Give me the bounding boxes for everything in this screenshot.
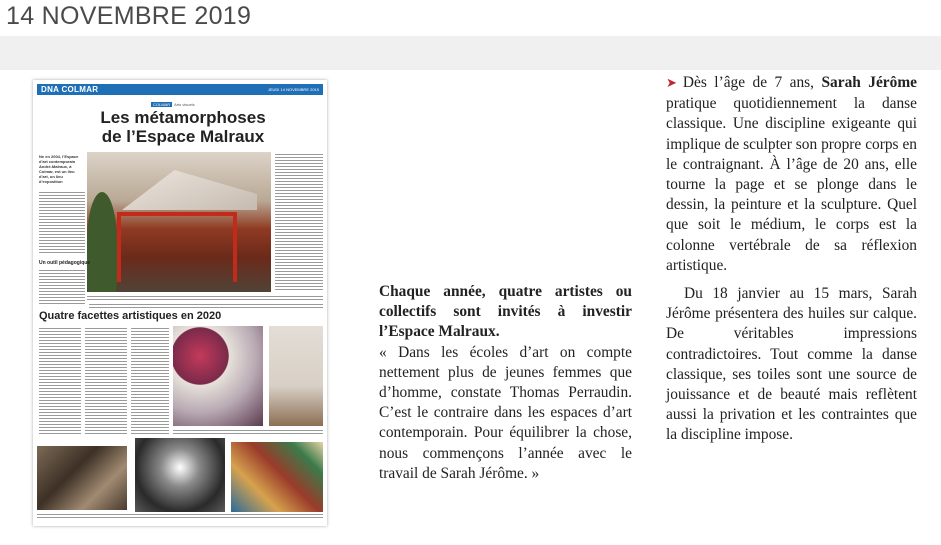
- text-column-placeholder: [131, 326, 169, 434]
- publication-name: DNA COLMAR: [41, 85, 99, 94]
- p1-rest: pratique quotidiennement la danse classique. Une discipline exigeante qui implique de sculpter son propre corps en le contraignant. À l’âge de 20 ans, elle tourne la page et se plonge dans le dessin, la peinture et la sculpture. Quel que soit le médium, le corps est la colonne vertébrale de sa réflexion artistique.: [666, 95, 917, 274]
- photo-caption-placeholder: [87, 294, 323, 300]
- photo-red-frame: [117, 212, 237, 282]
- middle-column: [379, 282, 632, 484]
- publication-bar: [37, 84, 323, 95]
- photo-caption-placeholder: [37, 512, 323, 520]
- article-title: [73, 108, 293, 146]
- artwork-photo-1: [173, 326, 263, 426]
- photo-caption-placeholder: [173, 428, 323, 436]
- title-line-1: Les métamorphoses: [100, 108, 266, 127]
- article-kicker: [151, 102, 195, 107]
- page-date: 14 NOVEMBRE 2019: [6, 2, 252, 30]
- text-column-placeholder: [39, 268, 85, 304]
- artwork-photo-2: [269, 326, 323, 426]
- artist-name: Sarah Jérôme: [821, 74, 917, 91]
- text-column-placeholder: [39, 190, 85, 254]
- building-photo: [87, 152, 271, 292]
- arrow-right-icon: ➤: [666, 76, 677, 91]
- photo-tree: [87, 192, 117, 292]
- kicker-tag: COLMAR: [153, 102, 171, 107]
- text-column-placeholder: [39, 326, 81, 434]
- middle-column-lead: Chaque année, quatre artistes ou collectifs sont invités à investir l’Espace Malraux.: [379, 283, 632, 341]
- right-column-paragraph-2: Du 18 janvier au 15 mars, Sarah Jérôme présentera des huiles sur calque. De véritables impressions contradictoires. Tout comme la danse classique, ses toiles sont une source de jouissance et de beauté mais reflètent aussi la privation et les contraintes que la discipline impose.: [666, 285, 917, 444]
- artwork-photo-4: [135, 438, 225, 512]
- newspaper-page-thumbnail: [33, 80, 327, 526]
- kicker-text: Arts visuels: [174, 102, 195, 107]
- article-lead: Ne en 2004, l’Espace d’art contemporain André-Malraux, à Colmar, est un lieu d’art, un lieu d’exposition: [39, 154, 79, 184]
- section-heading: Quatre facettes artistiques en 2020: [39, 310, 222, 322]
- right-column-paragraph-1: [666, 73, 917, 276]
- text-column-placeholder: [275, 152, 323, 292]
- artwork-photo-3: [37, 446, 127, 510]
- artwork-photo-5: [231, 442, 323, 512]
- photo-roof: [107, 170, 257, 210]
- p1-start: Dès l’âge de 7 ans,: [682, 74, 815, 91]
- text-column-placeholder: [85, 326, 127, 434]
- text-column-placeholder: [89, 302, 323, 310]
- title-line-2: de l’Espace Malraux: [101, 127, 265, 146]
- publication-meta: JEUDI 14 NOVEMBRE 2019: [267, 87, 319, 92]
- middle-column-body: « Dans les écoles d’art on compte nettement plus de jeunes femmes que d’homme, constate Thomas Perraudin. C’est le contraire dans les espaces d’art contemporain. Pour équilibrer la chose, nous commençons l’année avec le travail de Sarah Jérôme. »: [379, 343, 632, 482]
- right-column: [666, 73, 917, 454]
- header-band: [0, 36, 941, 70]
- sub-article-heading: Un outil pédagogique: [39, 260, 91, 266]
